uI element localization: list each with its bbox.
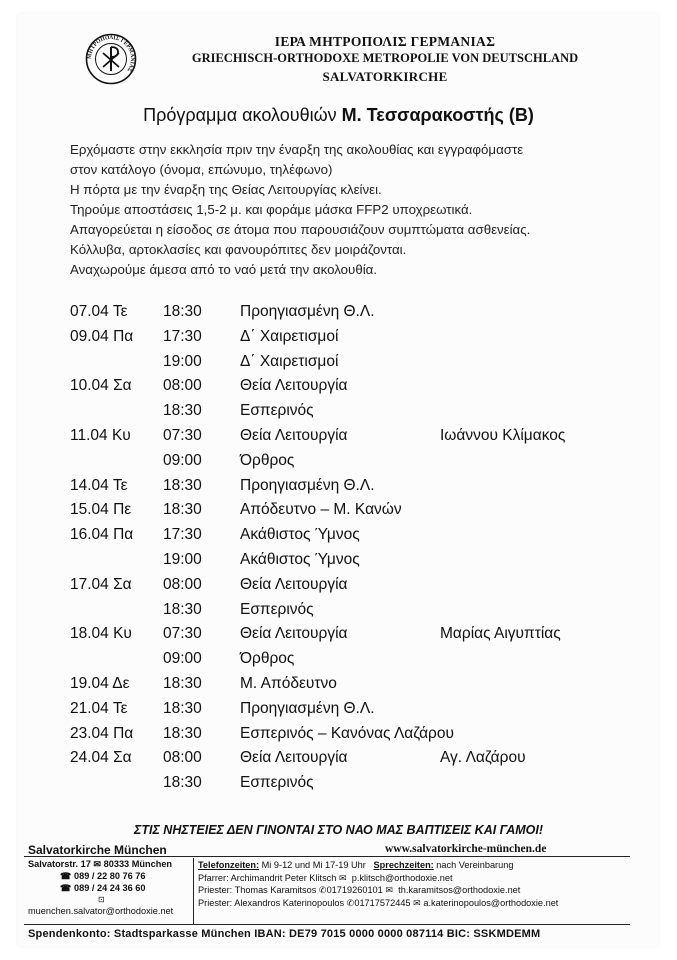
schedule-date: 18.04 Κυ — [70, 625, 132, 643]
intro-line: στον κατάλογο (όνομα, επώνυμο, τηλέφωνο) — [70, 162, 333, 177]
schedule-date: 14.04 Τε — [70, 476, 128, 494]
intro-line: Ερχόμαστε στην εκκλησία πριν την έναρξη της ακολουθίας και εγγραφόμαστε — [70, 142, 524, 157]
letterhead-greek-title: ΙΕΡΑ ΜΗΤΡΟΠΟΛΙΣ ΓΕΡΜΑΝΙΑΣ — [274, 34, 496, 49]
schedule-time: 18:30 — [163, 476, 202, 494]
intro-line: Τηρούμε αποστάσεις 1,5-2 μ. και φοράμε μάσκα FFP2 υποχρεωτικά. — [70, 202, 473, 217]
schedule-date: 17.04 Σα — [70, 575, 132, 593]
schedule-row — [70, 551, 630, 576]
schedule-date: 24.04 Σα — [70, 749, 132, 767]
schedule-service: Απόδευτνο – Μ. Κανών — [240, 501, 402, 519]
footer-phone: ☎ 089 / 22 80 76 76 — [60, 870, 146, 881]
schedule-time: 19:00 — [163, 550, 202, 568]
schedule-time: 09:00 — [163, 650, 202, 668]
page-title-regular: Πρόγραμμα ακολουθιών — [143, 105, 342, 125]
schedule-note: Μαρίας Αιγυπτίας — [440, 625, 561, 643]
footer-contact-left — [28, 859, 193, 918]
schedule-row — [70, 749, 630, 774]
schedule-row — [70, 328, 630, 353]
phone-hours: Mi 9-12 und Mi 17-19 Uhr — [259, 860, 366, 870]
schedule-service: Θεία Λειτουργία — [240, 377, 348, 395]
schedule-service: Δ΄ Χαιρετισμοί — [240, 327, 339, 345]
office-hours: nach Vereinbarung — [433, 860, 514, 870]
service-schedule — [70, 303, 630, 799]
schedule-date: 07.04 Τε — [70, 303, 128, 320]
priester2-phone: 01717572445 — [354, 897, 411, 908]
schedule-row — [70, 625, 630, 650]
page-title — [0, 105, 677, 126]
schedule-row — [70, 353, 630, 378]
footer-email: muenchen.salvator@orthodoxie.net — [28, 906, 174, 917]
schedule-row — [70, 427, 630, 452]
schedule-service: Θεία Λειτουργία — [240, 749, 348, 767]
page-title-bold: Μ. Τεσσαρακοστής (Β) — [341, 105, 534, 125]
letterhead-church-name: SALVATORKIRCHE — [322, 69, 448, 84]
schedule-time: 18:30 — [163, 402, 202, 420]
schedule-row — [70, 700, 630, 725]
mobile-icon: ✆ — [346, 897, 355, 908]
intro-instructions — [70, 140, 630, 280]
schedule-row — [70, 526, 630, 551]
footer-church-name: Salvatorkirche München — [28, 843, 167, 857]
intro-line: Η πόρτα με την έναρξη της Θείας Λειτουργίας κλείνει. — [70, 182, 382, 197]
schedule-time: 18:30 — [163, 303, 202, 320]
schedule-time: 07:30 — [163, 426, 202, 444]
schedule-date: 23.04 Πα — [70, 724, 134, 742]
schedule-date: 19.04 Δε — [70, 674, 130, 692]
schedule-time: 18:30 — [163, 674, 202, 692]
schedule-time: 08:00 — [163, 575, 202, 593]
mobile-icon: ✆ — [318, 885, 327, 895]
schedule-row — [70, 675, 630, 700]
footer-divider-top — [24, 856, 630, 857]
pfarrer-email: p.klitsch@orthodoxie.net — [351, 872, 453, 883]
schedule-note: Αγ. Λαζάρου — [440, 749, 526, 767]
schedule-row — [70, 452, 630, 477]
letterhead-german-title: GRIECHISCH-ORTHODOXE METROPOLIE VON DEUTSCHLAND — [191, 51, 579, 65]
priester1-phone: 01719260101 — [326, 885, 383, 895]
priester2-email: a.katerinopoulos@orthodoxie.net — [423, 897, 559, 908]
chi-rho-seal-icon — [85, 33, 137, 85]
letterhead — [150, 34, 620, 86]
schedule-date: 11.04 Κυ — [70, 426, 131, 444]
schedule-row — [70, 576, 630, 601]
schedule-service: Θεία Λειτουργία — [240, 625, 348, 643]
schedule-date: 15.04 Πε — [70, 501, 132, 519]
schedule-row — [70, 303, 630, 328]
schedule-service: Θεία Λειτουργία — [240, 426, 348, 444]
mail-icon: ✉ — [338, 872, 347, 883]
schedule-service: Μ. Απόδευτνο — [240, 674, 337, 692]
schedule-row — [70, 377, 630, 402]
intro-line: Κόλλυβα, αρτοκλασίες και φανουρόπιτες δεν μοιράζονται. — [70, 242, 407, 257]
fasting-notice: ΣΤΙΣ ΝΗΣΤΕΙΕΣ ΔΕΝ ΓΙΝΟΝΤΑΙ ΣΤΟ ΝΑΟ ΜΑΣ ΒΑΠΤΙΣΕΙΣ ΚΑΙ ΓΑΜΟΙ! — [133, 823, 544, 837]
schedule-date: 16.04 Πα — [70, 526, 134, 544]
footer-divider-bottom — [24, 924, 630, 925]
schedule-note: Ιωάννου Κλίμακος — [440, 426, 566, 444]
schedule-row — [70, 725, 630, 750]
schedule-time: 09:00 — [163, 451, 202, 469]
schedule-service: Θεία Λειτουργία — [240, 575, 348, 593]
schedule-service: Όρθρος — [240, 451, 295, 469]
schedule-service: Εσπερινός — [240, 600, 314, 618]
schedule-time: 19:00 — [163, 352, 202, 370]
schedule-service: Εσπερινός — [240, 774, 314, 792]
schedule-service: Εσπερινός – Κανόνας Λαζάρου — [240, 724, 454, 742]
schedule-time: 08:00 — [163, 749, 202, 767]
intro-line: Αναχωρούμε άμεσα από το ναό μετά την ακολουθία. — [70, 262, 378, 277]
schedule-service: Όρθρος — [240, 650, 295, 668]
mail-icon: ✉ — [385, 885, 394, 895]
schedule-service: Ακάθιστος Ύμνος — [240, 550, 360, 568]
schedule-service: Προηγιασμένη Θ.Λ. — [240, 699, 375, 717]
priester1-name: Priester: Thomas Karamitsos — [198, 885, 317, 895]
schedule-time: 17:30 — [163, 327, 202, 345]
schedule-date: 09.04 Πα — [70, 327, 134, 345]
schedule-row — [70, 501, 630, 526]
footer-website: www.salvatorkirche-münchen.de — [385, 843, 547, 855]
schedule-row — [70, 650, 630, 675]
schedule-service: Ακάθιστος Ύμνος — [240, 526, 360, 544]
schedule-time: 18:30 — [163, 501, 202, 519]
mail-icon: ✉ — [413, 897, 421, 908]
footer-pfarrer-line — [198, 872, 630, 885]
schedule-row — [70, 774, 630, 799]
office-hours-label: Sprechzeiten: — [373, 860, 434, 870]
phone-hours-label: Telefonzeiten: — [198, 860, 260, 870]
schedule-time: 18:30 — [163, 699, 202, 717]
schedule-time: 18:30 — [163, 724, 202, 742]
intro-line: Απαγορεύεται η είσοδος σε άτομα που παρουσιάζουν συμπτώματα ασθενείας. — [70, 222, 531, 237]
fax-icon: ⊡ — [98, 895, 105, 905]
footer-divider-vertical — [193, 858, 194, 924]
schedule-time: 18:30 — [163, 774, 202, 792]
priester1-email: th.karamitsos@orthodoxie.net — [398, 885, 521, 895]
footer-priester2-line — [198, 897, 630, 910]
schedule-service: Προηγιασμένη Θ.Λ. — [240, 303, 375, 320]
footer-bank-details: Spendenkonto: Stadtsparkasse München IBAN: DE79 7015 0000 0000 087114 BIC: SSKMDEMM — [28, 928, 541, 940]
schedule-service: Προηγιασμένη Θ.Λ. — [240, 476, 375, 494]
schedule-time: 08:00 — [163, 377, 202, 395]
footer-hours-line — [198, 859, 630, 872]
schedule-row — [70, 477, 630, 502]
footer-contact-right — [198, 859, 630, 909]
schedule-date: 21.04 Τε — [70, 699, 128, 717]
schedule-service: Δ΄ Χαιρετισμοί — [240, 352, 339, 370]
schedule-time: 07:30 — [163, 625, 202, 643]
footer-fax: ☎ 089 / 24 24 36 60 — [60, 882, 146, 893]
pfarrer-name: Pfarrer: Archimandrit Peter Klitsch — [198, 872, 337, 883]
footer-address: Salvatorstr. 17 ✉ 80333 München — [28, 859, 173, 869]
schedule-time: 17:30 — [163, 526, 202, 544]
seal-text: ΜΗΤΡΟΠΟΛΙΣ ΓΕΡΜΑΝΙΑΣ — [86, 34, 136, 73]
priester2-name: Priester: Alexandros Katerinopoulos — [198, 897, 345, 908]
schedule-row — [70, 601, 630, 626]
schedule-date: 10.04 Σα — [70, 377, 132, 395]
footer-priester1-line — [198, 884, 630, 897]
schedule-service: Εσπερινός — [240, 402, 314, 420]
schedule-time: 18:30 — [163, 600, 202, 618]
schedule-row — [70, 402, 630, 427]
